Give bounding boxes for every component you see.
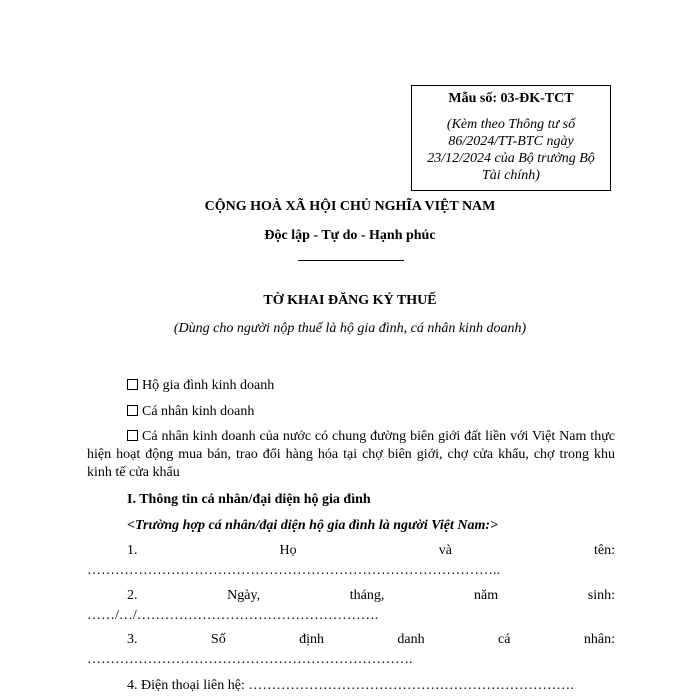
checkbox-label: Cá nhân kinh doanh	[142, 404, 255, 419]
checkbox-icon[interactable]	[127, 379, 138, 390]
field-full-name-input[interactable]: ……………………………………………………………………………..	[87, 563, 500, 578]
checkbox-household[interactable]	[127, 377, 274, 395]
field-birthdate-label: 2. Ngày, tháng, năm sinh:	[127, 588, 615, 603]
form-number-box	[411, 85, 611, 191]
field-full-name-label: 1. Họ và tên:	[127, 543, 615, 558]
checkbox-border-trader[interactable]	[87, 428, 615, 482]
checkbox-individual[interactable]	[127, 403, 254, 421]
form-legal-note: (Kèm theo Thông tư số 86/2024/TT-BTC ngày 23/12/2024 của Bộ trưởng Bộ Tài chính)	[427, 117, 595, 183]
field-personal-id-label: 3. Số định danh cá nhân:	[127, 632, 615, 647]
separator-line	[298, 260, 404, 261]
form-code: Mẫu số: 03-ĐK-TCT	[448, 91, 574, 106]
checkbox-label: Hộ gia đình kinh doanh	[142, 378, 275, 393]
checkbox-label: Cá nhân kinh doanh của nước có chung đường biên giới đất liền với Việt Nam thực hiện hoạt động mua bán, trao đổi hàng hóa tại chợ biên giới, chợ cửa khẩu, chợ trong khu kinh tế cửa khẩu	[87, 429, 615, 480]
section-case-note: <Trường hợp cá nhân/đại diện hộ gia đình là người Việt Nam:>	[127, 518, 498, 533]
checkbox-icon[interactable]	[127, 430, 138, 441]
field-birthdate-input[interactable]: ……/…/…………………………………………….	[87, 608, 379, 623]
national-title: CỘNG HOÀ XÃ HỘI CHỦ NGHĨA VIỆT NAM	[204, 199, 496, 214]
field-phone[interactable]: 4. Điện thoại liên hệ: …………………………………………………………….	[127, 678, 574, 693]
document-title: TỜ KHAI ĐĂNG KÝ THUẾ	[263, 293, 437, 308]
national-motto: Độc lập - Tự do - Hạnh phúc	[264, 228, 436, 243]
document-subtitle: (Dùng cho người nộp thuế là hộ gia đình, cá nhân kinh doanh)	[173, 321, 527, 336]
checkbox-icon[interactable]	[127, 405, 138, 416]
section-heading: I. Thông tin cá nhân/đại diện hộ gia đình	[127, 492, 371, 507]
field-personal-id-input[interactable]: …………………………………………………………….	[87, 652, 413, 667]
